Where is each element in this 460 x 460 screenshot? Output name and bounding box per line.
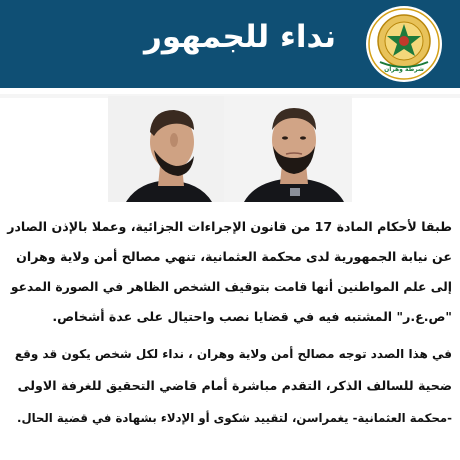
notice-line: عن نيابة الجمهورية لدى محكمة العثمانية، تنهي مصالح أمن ولاية وهران [16, 249, 452, 264]
police-emblem-icon [366, 6, 442, 82]
suspect-profile-photo [108, 96, 224, 202]
suspect-photos [108, 96, 352, 202]
notice-line: ضحية للسالف الذكر، التقدم مباشرة أمام قاضي التحقيق للغرفة الاولى [17, 378, 452, 393]
suspect-front-photo [236, 96, 352, 202]
notice-paragraph-2 [6, 338, 452, 434]
emblem-caption: شرطة وهران [384, 66, 424, 73]
notice-line: طبقا لأحكام المادة 17 من قانون الإجراءات الجزائية، وعملا بالإذن الصادر [7, 219, 452, 234]
notice-line: في هذا الصدد توجه مصالح أمن ولاية وهران ، نداء لكل شخص يكون قد وقع [14, 347, 452, 361]
notice-line: -محكمة العثمانية- يغمراسن، لتقييد شكوى أو الإدلاء بشهادة في قضية الحال. [17, 411, 452, 425]
page-title: نداء للجمهور [144, 19, 336, 55]
notice-line: إلى علم المواطنين أنها قامت بتوقيف الشخص الظاهر في الصورة المدعو [10, 280, 452, 294]
notice-line: "ص.ع.ر" المشتبه فيه في قضايا نصب واحتيال على عدة أشخاص. [52, 309, 452, 324]
header-banner [0, 0, 460, 94]
notice-paragraph-1 [6, 212, 452, 332]
